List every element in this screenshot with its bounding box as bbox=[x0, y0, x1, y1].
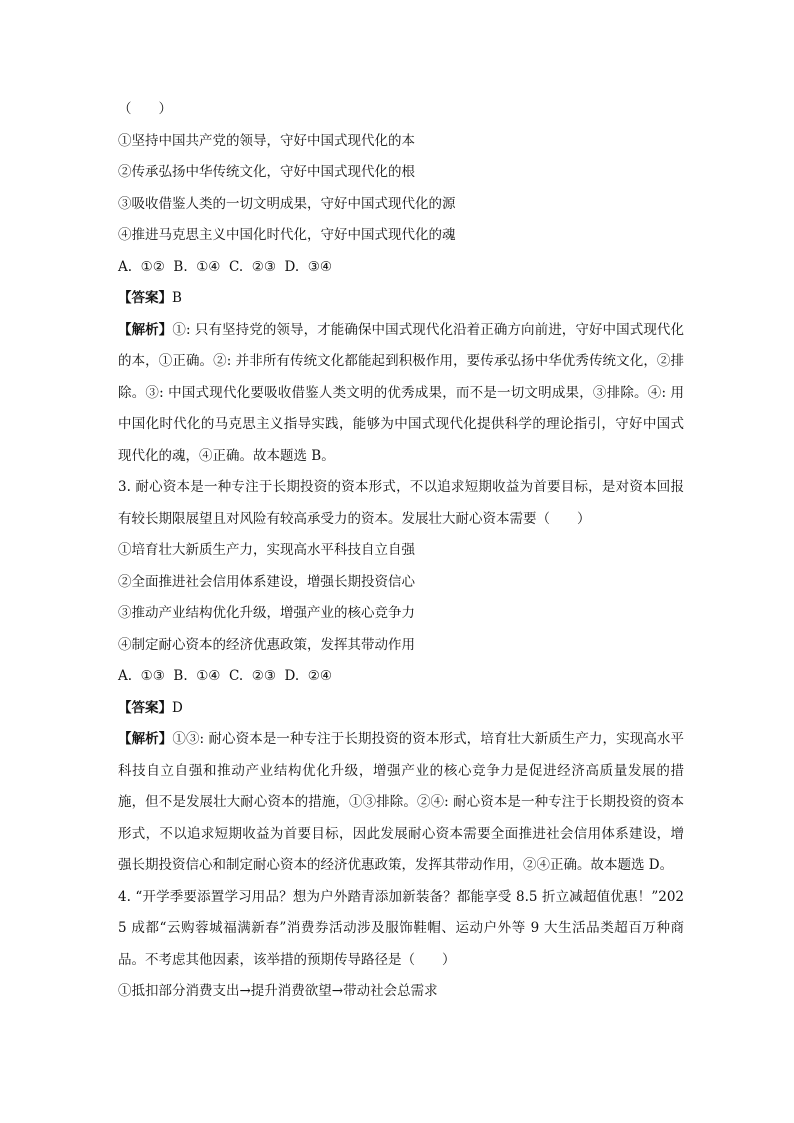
q3-analysis bbox=[118, 724, 684, 882]
q3-option-3: ③推动产业结构优化升级，增强产业的核心竞争力 bbox=[118, 605, 415, 621]
q2-answer-tag: 【答案】 bbox=[118, 290, 172, 306]
q3-option-4: ④制定耐心资本的经济优惠政策，发挥其带动作用 bbox=[118, 636, 415, 653]
q2-answer bbox=[118, 283, 684, 315]
q3-stem: 3. 耐心资本是一种专注于长期投资的资本形式，不以追求短期收益为首要目标，是对资本回报有较长期限展望且对风险有较高承受力的资本。发展壮大耐心资本需要（ ） bbox=[118, 479, 684, 527]
q3-option-1: ①培育壮大新质生产力，实现高水平科技自立自强 bbox=[118, 542, 415, 558]
q3-answer bbox=[118, 693, 684, 725]
q2-choices: A. ①② B. ①④ C. ②③ D. ③④ bbox=[118, 258, 332, 275]
document-page bbox=[118, 94, 684, 1008]
q3-answer-value: D bbox=[172, 699, 183, 716]
q4-stem: 4. “开学季要添置学习用品？想为户外踏青添加新装备？都能享受 8.5 折立减超值优惠！”2025 成都“云购蓉城福满新春”消费券活动涉及服饰鞋帽、运动户外等 9 大生活品类超百万种商品。不考虑其他因素，该举措的预期传导路径是（ ） bbox=[118, 888, 684, 968]
q2-analysis bbox=[118, 315, 684, 473]
q2-option-4: ④推进马克思主义中国化时代化，守好中国式现代化的魂 bbox=[118, 227, 456, 243]
q4-option-1: ①抵扣部分消费支出→提升消费欲望→带动社会总需求 bbox=[118, 983, 438, 999]
q3-analysis-tag: 【解析】 bbox=[118, 731, 173, 747]
q3-analysis-text: ①③: 耐心资本是一种专注于长期投资的资本形式，培育壮大新质生产力，实现高水平科技自立自强和推动产业结构优化升级，增强产业的核心竞争力是促进经济高质量发展的措施，但不是发展壮大耐心资本的措施，①③排除。②④: 耐心资本是一种专注于长期投资的资本形式，不以追求短期收益为首要目标，因此发展耐心资本需要全面推进社会信用体系建设，增强长期投资信心和制定耐心资本的经济优惠政策，发挥其带动作用，②④正确。故本题选 D。 bbox=[118, 731, 684, 873]
q2-option-1: ①坚持中国共产党的领导，守好中国式现代化的本 bbox=[118, 132, 415, 149]
q2-stem-tail: （ ） bbox=[118, 101, 172, 117]
q2-analysis-text: ①: 只有坚持党的领导，才能确保中国式现代化沿着正确方向前进，守好中国式现代化的本，①正确。②: 并非所有传统文化都能起到积极作用，要传承弘扬中华优秀传统文化，②排除。③: 中国式现代化要吸收借鉴人类文明的优秀成果，而不是一切文明成果，③排除。④: 用中国化时代化的马克思主义指导实践，能够为中国式现代化提供科学的理论指引，守好中国式现代化的魂，④正确。故本题选 B。 bbox=[118, 321, 684, 464]
q3-answer-tag: 【答案】 bbox=[118, 699, 172, 716]
q2-option-3: ③吸收借鉴人类的一切文明成果，守好中国式现代化的源 bbox=[118, 195, 456, 212]
q2-option-2: ②传承弘扬中华传统文化，守好中国式现代化的根 bbox=[118, 164, 415, 180]
q3-choices: A. ①③ B. ①④ C. ②③ D. ②④ bbox=[118, 668, 332, 684]
q2-answer-value: B bbox=[172, 290, 182, 306]
q3-option-2: ②全面推进社会信用体系建设，增强长期投资信心 bbox=[118, 573, 415, 590]
q2-analysis-tag: 【解析】 bbox=[118, 321, 173, 338]
